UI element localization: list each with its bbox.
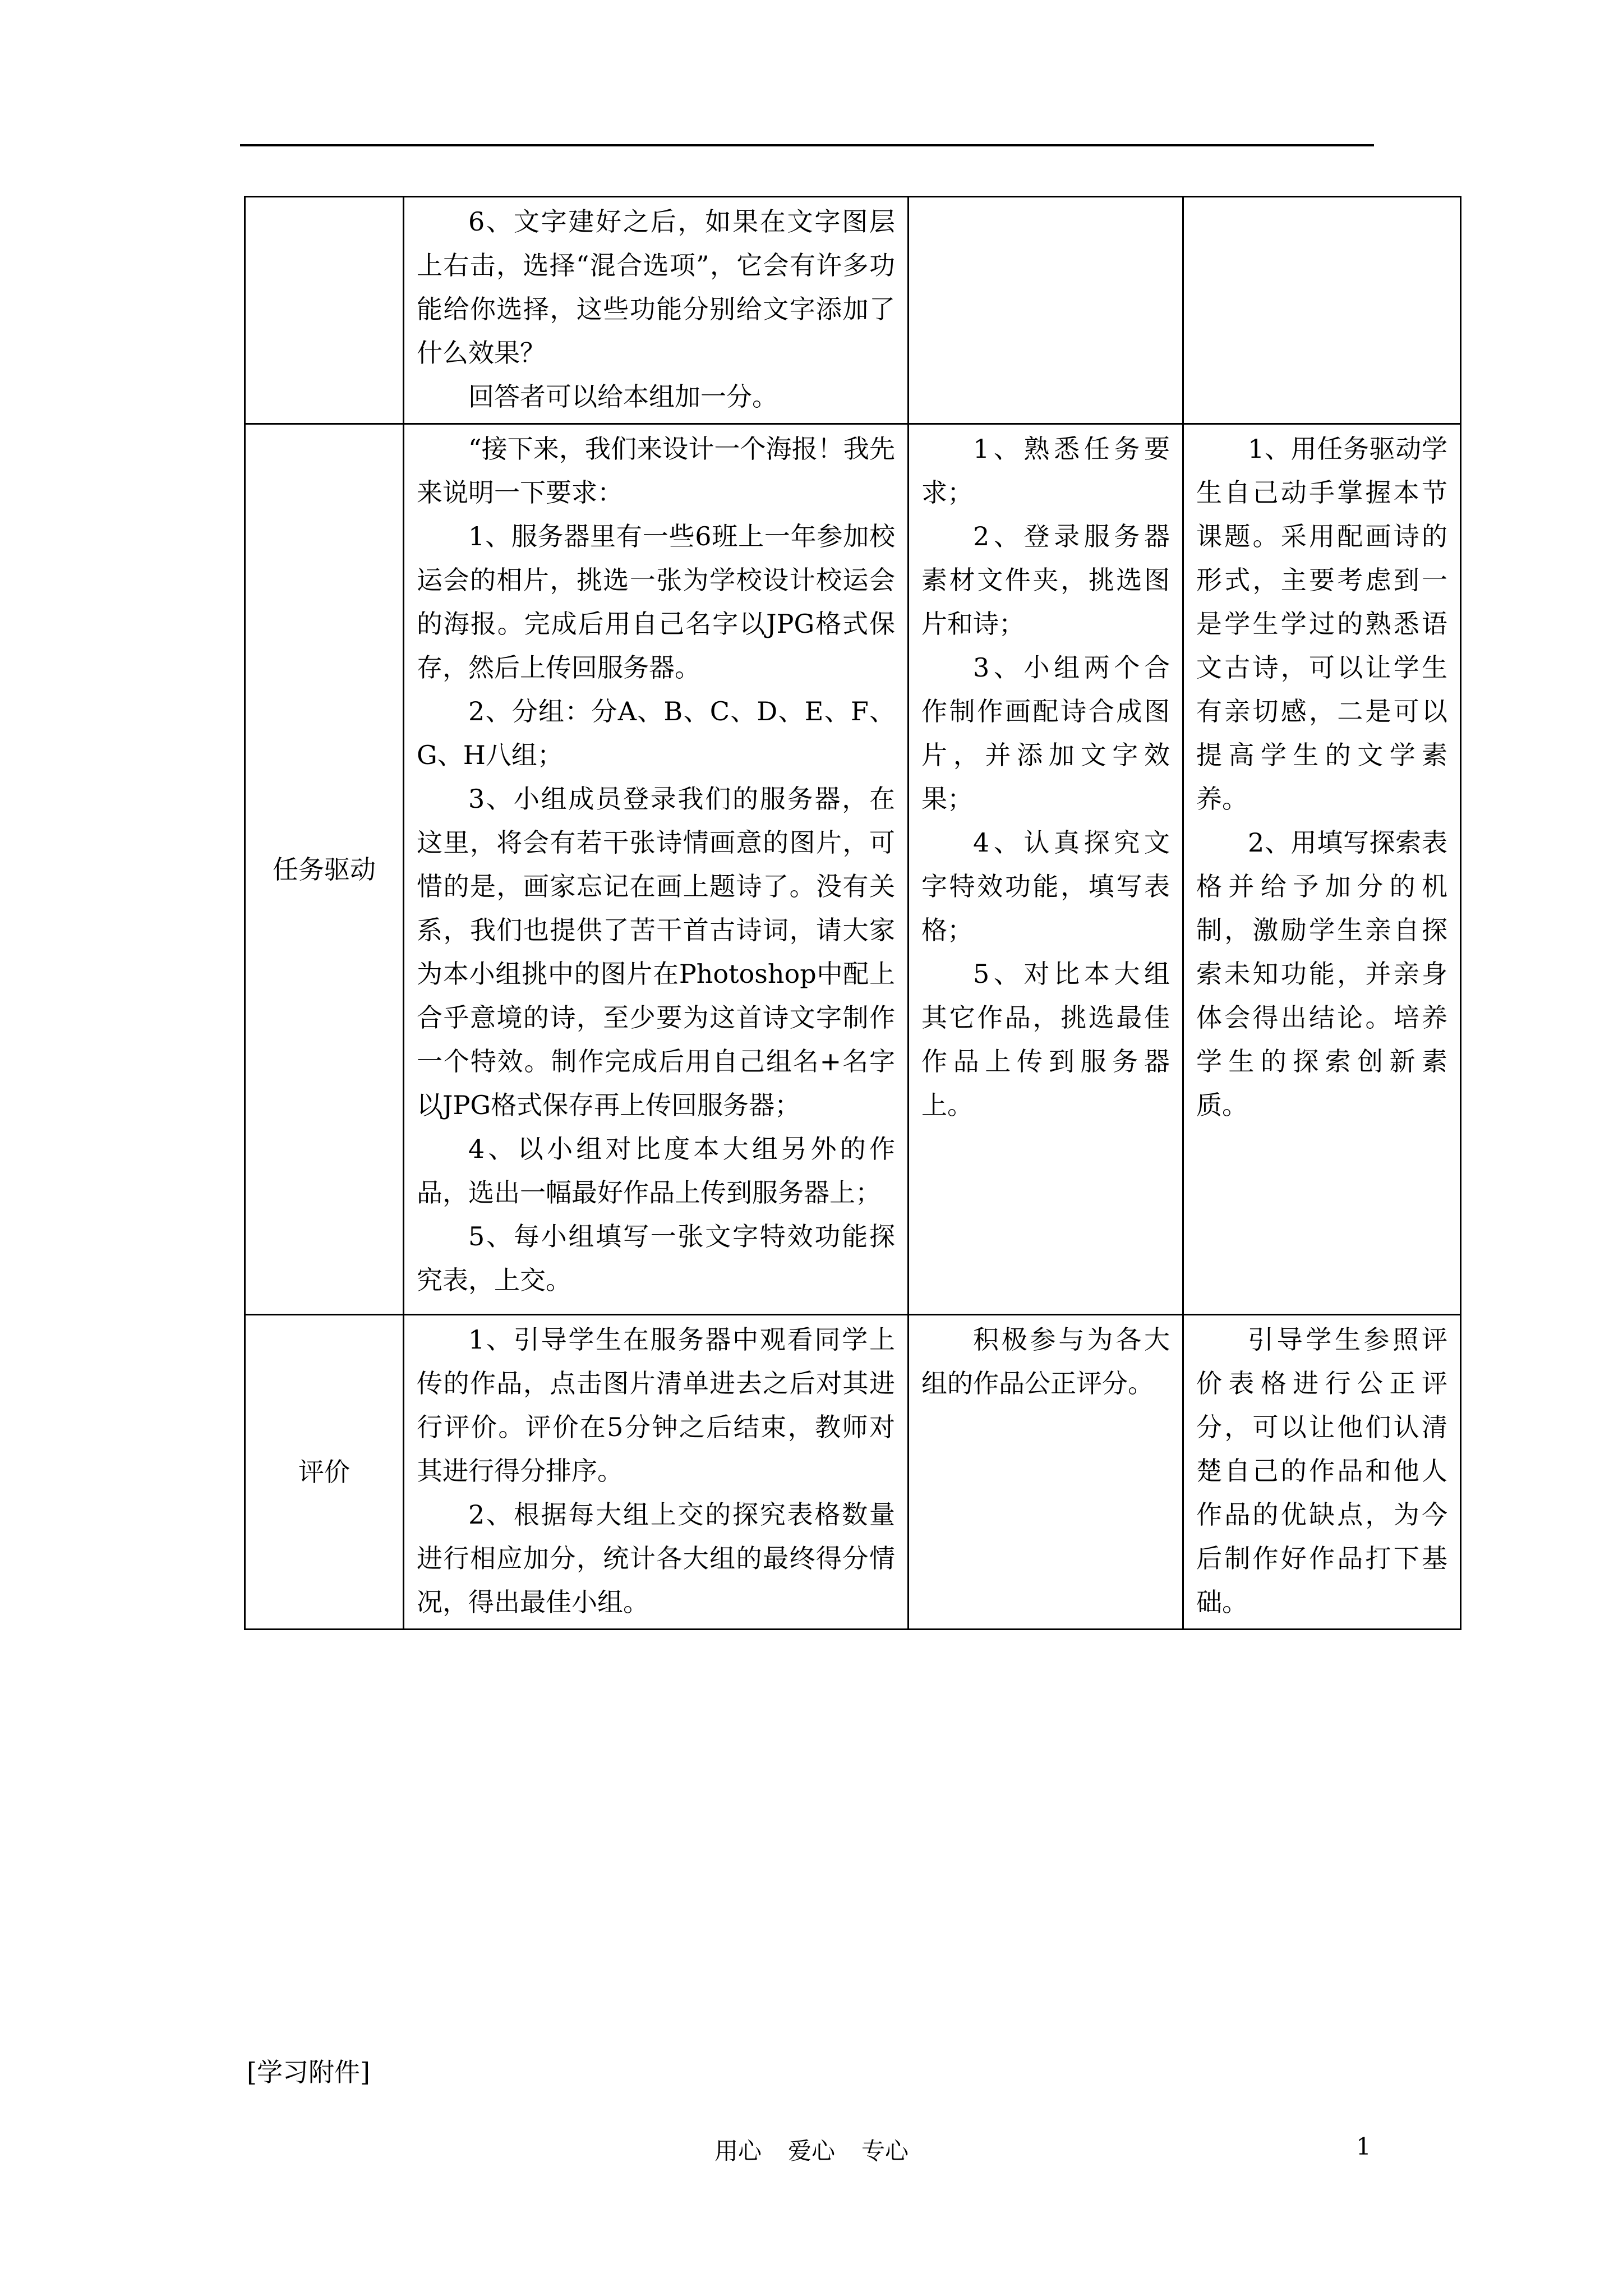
teacher-paragraph: “接下来，我们来设计一个海报！我先来说明一下要求： — [417, 434, 895, 508]
student-paragraph: 1、熟悉任务要求； — [921, 434, 1170, 508]
intent-paragraph: 1、用任务驱动学生自己动手掌握本节课题。采用配画诗的形式，主要考虑到一是学生学过的熟悉语文古诗，可以让学生有亲切感，二是可以提高学生的文学素养。 — [1196, 434, 1447, 814]
teacher-paragraph: 1、服务器里有一些6班上一年参加校运会的相片，挑选一张为学校设计校运会的海报。完成后用自己名字以JPG格式保存，然后上传回服务器。 — [417, 521, 895, 683]
student-activity-cell — [909, 1315, 1183, 1630]
teacher-paragraph: 3、小组成员登录我们的服务器，在这里，将会有若干张诗情画意的图片，可惜的是，画家忘记在画上题诗了。没有关系，我们也提供了苦干首古诗词，请大家为本小组挑中的图片在Photoshop中配上合乎意境的诗，至少要为这首诗文字制作一个特效。制作完成后用自己组名+名字以JPG格式保存再上传回服务器； — [417, 784, 895, 1120]
design-intent-cell — [1183, 197, 1461, 424]
table-row — [245, 424, 1461, 1315]
student-paragraph: 2、登录服务器素材文件夹，挑选图片和诗； — [921, 521, 1170, 639]
header-rule — [240, 144, 1374, 146]
page-number: 1 — [1356, 2133, 1371, 2160]
row-label — [245, 197, 404, 424]
design-intent-cell — [1183, 424, 1461, 1315]
page-footer-motto: 用心 爱心 专心 — [714, 2137, 909, 2165]
attachment-label: [学习附件] — [247, 2057, 370, 2087]
table-row — [245, 197, 1461, 424]
teacher-paragraph: 5、每小组填写一张文字特效功能探究表，上交。 — [417, 1221, 895, 1295]
intent-paragraph: 引导学生参照评价表格进行公正评分，可以让他们认清楚自己的作品和他人作品的优缺点，为今后制作好作品打下基础。 — [1196, 1324, 1447, 1617]
teacher-paragraph: 6、文字建好之后，如果在文字图层上右击，选择“混合选项”，它会有许多功能给你选择，这些功能分别给文字添加了什么效果？ — [417, 206, 895, 368]
student-activity-cell — [909, 197, 1183, 424]
teacher-paragraph: 4、以小组对比度本大组另外的作品，选出一幅最好作品上传到服务器上； — [417, 1134, 895, 1208]
row-label: 任务驱动 — [245, 424, 404, 1315]
student-paragraph: 4、认真探究文字特效功能，填写表格； — [921, 827, 1170, 945]
teacher-activity-cell — [404, 1315, 909, 1630]
teacher-paragraph: 1、引导学生在服务器中观看同学上传的作品，点击图片清单进去之后对其进行评价。评价在5分钟之后结束，教师对其进行得分排序。 — [417, 1324, 895, 1486]
student-paragraph: 5、对比本大组其它作品，挑选最佳作品上传到服务器上。 — [921, 959, 1170, 1120]
intent-paragraph: 2、用填写探索表格并给予加分的机制，激励学生亲自探索未知功能，并亲身体会得出结论。培养学生的探索创新素质。 — [1196, 827, 1447, 1120]
student-paragraph: 3、小组两个合作制作画配诗合成图片，并添加文字效果； — [921, 652, 1170, 814]
lesson-plan-table — [244, 196, 1461, 1630]
student-activity-cell — [909, 424, 1183, 1315]
teacher-activity-cell — [404, 424, 909, 1315]
table-row — [245, 1315, 1461, 1630]
teacher-paragraph: 2、分组：分A、B、C、D、E、F、G、H八组； — [417, 696, 895, 770]
teacher-paragraph: 回答者可以给本组加一分。 — [468, 381, 778, 412]
student-paragraph: 积极参与为各大组的作品公正评分。 — [921, 1324, 1170, 1398]
row-label: 评价 — [245, 1315, 404, 1630]
design-intent-cell — [1183, 1315, 1461, 1630]
teacher-activity-cell — [404, 197, 909, 424]
teacher-paragraph: 2、根据每大组上交的探究表格数量进行相应加分，统计各大组的最终得分情况，得出最佳小组。 — [417, 1499, 895, 1617]
